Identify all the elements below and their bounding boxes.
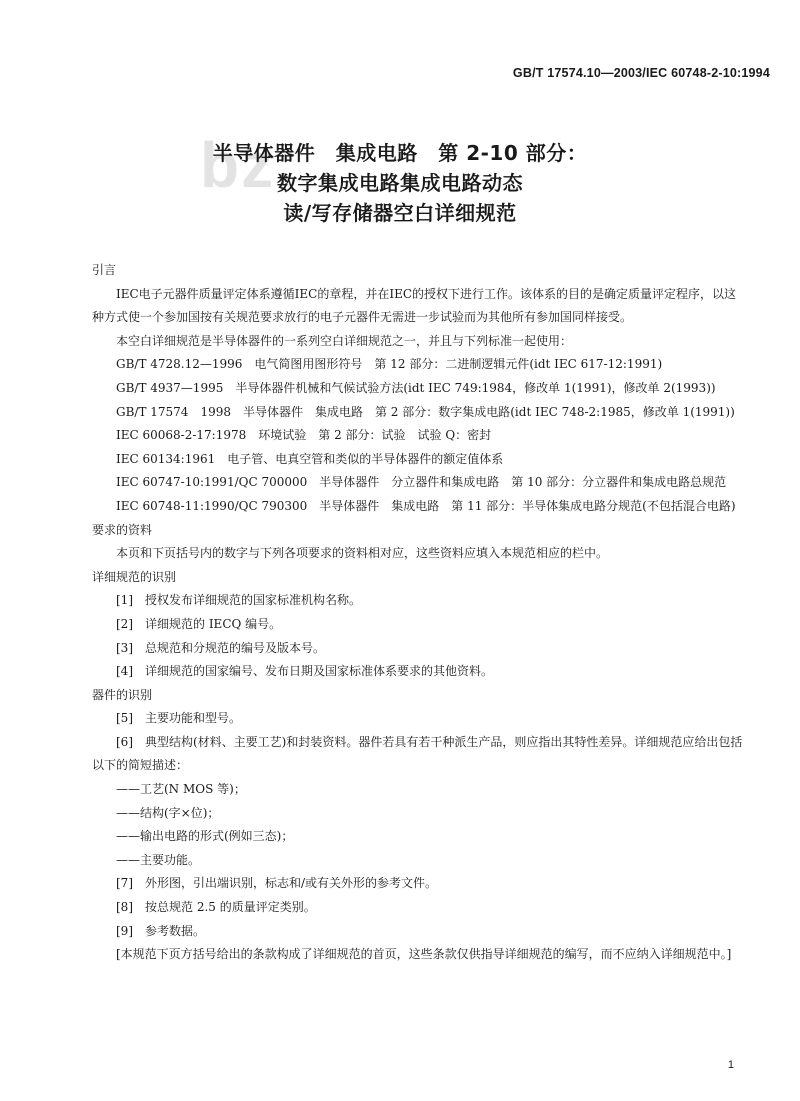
required-info-paragraph: 本页和下页括号内的数字与下列各项要求的资料相对应，这些资料应填入本规范相应的栏中。 bbox=[116, 546, 609, 561]
reference-item: IEC 60747-10:1991/QC 700000 半导体器件 分立器件和集成电路 第 10 部分：分立器件和集成电路总规范 bbox=[116, 475, 727, 490]
document-body bbox=[92, 259, 744, 967]
reference-item: IEC 60134:1961 电子管、电真空管和类似的半导体器件的额定值体系 bbox=[116, 451, 504, 466]
watermark-logo: bz bbox=[200, 129, 276, 201]
list-item: [1] 授权发布详细规范的国家标准机构名称。 bbox=[116, 593, 361, 608]
list-item: [7] 外形图，引出端识别，标志和/或有关外形的参考文件。 bbox=[116, 876, 438, 891]
list-item: [6] 典型结构(材料、主要工艺)和封装资料。器件若具有若干种派生产品，则应指出其特性差异。详细规范应给出包括以下的简短描述： bbox=[92, 734, 743, 773]
list-item: [9] 参考数据。 bbox=[116, 923, 205, 938]
dash-item: ——工艺(N MOS 等)； bbox=[116, 782, 246, 797]
title-line-3: 读/写存储器空白详细规范 bbox=[283, 201, 517, 225]
reference-item: GB/T 4937—1995 半导体器件机械和气候试验方法(idt IEC 749:1984，修改单 1(1991)，修改单 2(1993)) bbox=[116, 380, 716, 395]
standard-number-header: GB/T 17574.10—2003/IEC 60748-2-10:1994 bbox=[512, 66, 770, 80]
list-item: [8] 按总规范 2.5 的质量评定类别。 bbox=[116, 900, 316, 915]
section-heading-intro: 引言 bbox=[92, 263, 117, 277]
reference-item: IEC 60068-2-17:1978 环境试验 第 2 部分：试验 试验 Q：密封 bbox=[116, 428, 492, 443]
reference-item: IEC 60748-11:1990/QC 790300 半导体器件 集成电路 第 11 部分：半导体集成电路分规范(不包括混合电路) bbox=[116, 498, 736, 513]
dash-item: ——主要功能。 bbox=[116, 852, 201, 867]
list-item: [5] 主要功能和型号。 bbox=[116, 711, 241, 726]
section-heading-spec-identification: 详细规范的识别 bbox=[92, 569, 177, 584]
intro-paragraph-1: IEC电子元器件质量评定体系遵循IEC的章程，并在IEC的授权下进行工作。该体系的目的是确定质量评定程序，以这种方式使一个参加国按有关规范要求放行的电子元器件无需进一步试验而为其他所有参加国同样接受。 bbox=[92, 286, 737, 325]
dash-item: ——结构(字×位)； bbox=[116, 805, 220, 820]
list-item: [3] 总规范和分规范的编号及版本号。 bbox=[116, 640, 325, 655]
section-heading-required-info: 要求的资料 bbox=[92, 522, 153, 537]
list-item: [4] 详细规范的国家编号、发布日期及国家标准体系要求的其他资料。 bbox=[116, 664, 494, 679]
page-number: 1 bbox=[727, 1059, 734, 1071]
document-title bbox=[0, 138, 800, 228]
section-heading-device-identification: 器件的识别 bbox=[92, 687, 153, 702]
reference-item: GB/T 4728.12—1996 电气简图用图形符号 第 12 部分：二进制逻辑元件(idt IEC 617-12:1991) bbox=[116, 357, 663, 372]
dash-item: ——输出电路的形式(例如三态)； bbox=[116, 829, 294, 844]
title-line-2: 数字集成电路集成电路动态 bbox=[277, 171, 523, 195]
intro-paragraph-2: 本空白详细规范是半导体器件的一系列空白详细规范之一，并且与下列标准一起使用： bbox=[116, 333, 573, 348]
list-item: [2] 详细规范的 IECQ 编号。 bbox=[116, 616, 282, 631]
reference-item: GB/T 17574 1998 半导体器件 集成电路 第 2 部分：数字集成电路(idt IEC 748-2:1985，修改单 1(1991)) bbox=[116, 404, 735, 419]
title-line-1: 半导体器件 集成电路 第 2-10 部分： bbox=[212, 141, 588, 165]
bracket-note: [本规范下页方括号给出的条款构成了详细规范的首页，这些条款仅供指导详细规范的编写，而不应纳入详细规范中。] bbox=[116, 947, 732, 962]
